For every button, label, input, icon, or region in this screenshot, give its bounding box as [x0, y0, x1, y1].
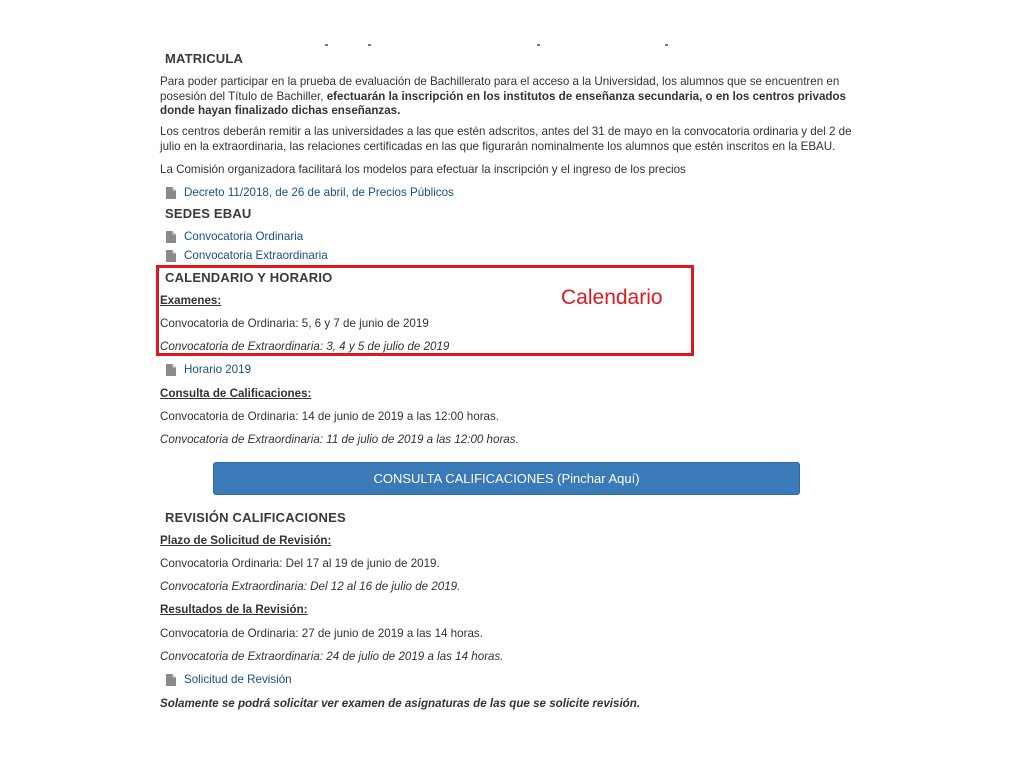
consulta-calificaciones-button-label: CONSULTA CALIFICACIONES (Pinchar Aquí)	[373, 471, 640, 486]
link-horario-label[interactable]: Horario 2019	[184, 363, 252, 376]
matricula-paragraph-3: La Comisión organizadora facilitará los modelos para efectuar la inscripción y el ingreso de los precios	[160, 163, 686, 176]
link-horario[interactable]	[166, 363, 251, 376]
link-solicitud-revision[interactable]	[166, 673, 292, 686]
link-decreto[interactable]	[166, 186, 454, 199]
matricula-paragraph-1	[160, 75, 860, 119]
link-convocatoria-extraordinaria[interactable]	[166, 249, 328, 262]
link-solicitud-revision-label[interactable]: Solicitud de Revisión	[184, 673, 292, 686]
link-convocatoria-extraordinaria-label[interactable]: Convocatoria Extraordinaria	[184, 249, 328, 262]
link-convocatoria-ordinaria-label[interactable]: Convocatoria Ordinaria	[184, 230, 304, 243]
resultados-ordinaria: Convocatoria de Ordinaria: 27 de junio de 2019 a las 14 horas.	[160, 627, 483, 640]
consulta-extraordinaria: Convocatoria de Extraordinaria: 11 de julio de 2019 a las 12:00 horas.	[160, 433, 519, 446]
resultados-label: Resultados de la Revisión:	[160, 603, 308, 616]
matricula-heading: MATRICULA	[165, 51, 244, 66]
document-icon	[166, 231, 176, 243]
link-convocatoria-ordinaria[interactable]	[166, 230, 303, 243]
consulta-label: Consulta de Calificaciones:	[160, 387, 312, 400]
matricula-paragraph-1-bold: efectuarán la inscripción en los institutos de enseñanza secundaria, o en los centros privados donde hayan finalizado dichas enseñanzas.	[160, 89, 847, 117]
plazo-ordinaria: Convocatoria Ordinaria: Del 17 al 19 de junio de 2019.	[160, 557, 440, 570]
document-icon	[166, 674, 176, 686]
examenes-extraordinaria: Convocatoria de Extraordinaria: 3, 4 y 5 de julio de 2019	[160, 340, 450, 353]
plazo-extraordinaria: Convocatoria Extraordinaria: Del 12 al 16 de julio de 2019.	[160, 580, 461, 593]
consulta-ordinaria: Convocatoria de Ordinaria: 14 de junio de 2019 a las 12:00 horas.	[160, 410, 500, 423]
calendario-annotation: Calendario	[561, 286, 663, 309]
consulta-calificaciones-button[interactable]	[213, 462, 800, 495]
document-icon	[166, 187, 176, 199]
sedes-heading: SEDES EBAU	[165, 206, 252, 221]
matricula-paragraph-1-text: Para poder participar en la prueba de evaluación de Bachillerato para el acceso a la Universidad, los alumnos que se encuentren en posesión del Título de Bachiller,	[160, 75, 840, 103]
examenes-label: Examenes:	[160, 294, 222, 307]
plazo-label: Plazo de Solicitud de Revisión:	[160, 534, 332, 547]
revision-heading: REVISIÓN CALIFICACIONES	[165, 510, 346, 525]
document-icon	[166, 250, 176, 262]
resultados-extraordinaria: Convocatoria de Extraordinaria: 24 de julio de 2019 a las 14 horas.	[160, 650, 504, 663]
link-decreto-label[interactable]: Decreto 11/2018, de 26 de abril, de Precios Públicos	[184, 186, 454, 199]
calendario-heading: CALENDARIO Y HORARIO	[165, 270, 333, 285]
matricula-paragraph-2: Los centros deberán remitir a las universidades a las que estén adscritos, antes del 31 de mayo en la convocatoria ordinaria y del 2 de julio en la extraordinaria, las relaciones certificadas en las que figurarán nominalmente los alumnos que estén inscritos en la EBAU.	[160, 125, 852, 153]
examenes-ordinaria: Convocatoria de Ordinaria: 5, 6 y 7 de junio de 2019	[160, 317, 429, 330]
document-icon	[166, 364, 176, 376]
revision-note: Solamente se podrá solicitar ver examen de asignaturas de las que se solicite revisión.	[160, 697, 641, 710]
